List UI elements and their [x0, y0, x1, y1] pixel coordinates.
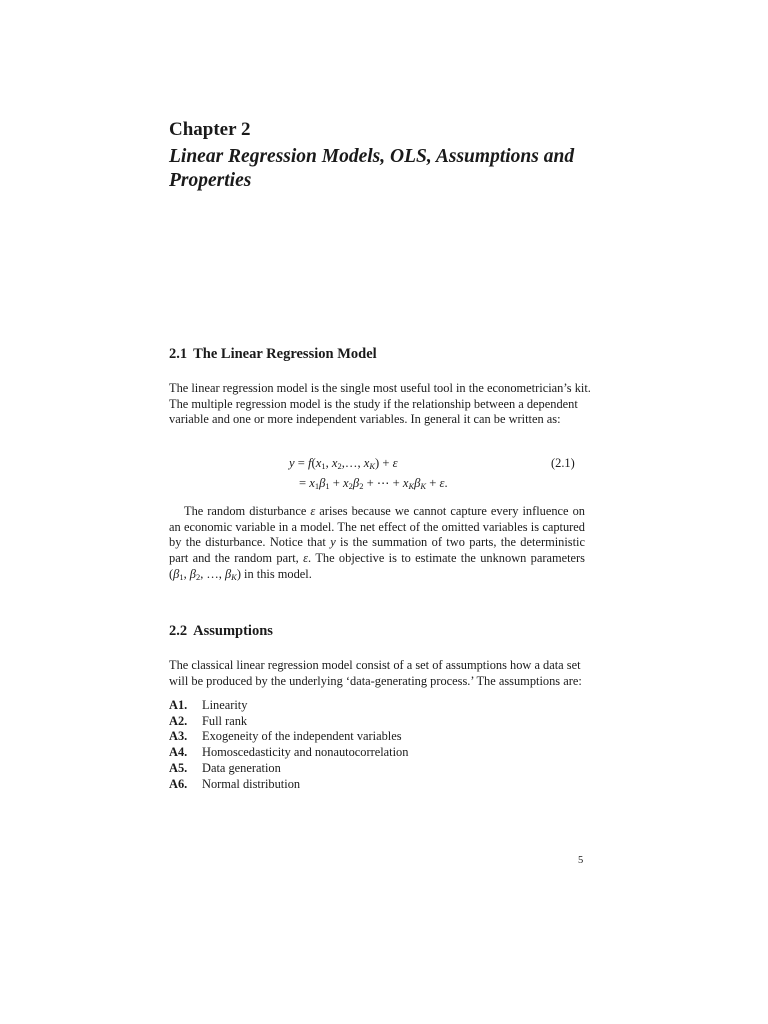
- section-2-2-intro-paragraph: [169, 658, 585, 689]
- assumption-text: Normal distribution: [202, 776, 301, 791]
- chapter-title: [169, 145, 619, 193]
- section-heading-2-2: [169, 622, 273, 640]
- paragraph-line: by the disturbance. Notice that y is the summation of two parts, the deterministic: [169, 535, 585, 550]
- equation-line-2: = $x_1\beta_1 + x_2\beta_2$ + ⋯ + $x_K\beta_K + \varepsilon$.: [299, 476, 448, 491]
- section-title: The Linear Regression Model: [193, 346, 377, 362]
- paragraph-line: variable and one or more independent variables. In general it can be written as:: [169, 412, 561, 427]
- assumption-label: A5.: [169, 760, 188, 775]
- chapter-title-line-1: Linear Regression Models, OLS, Assumptions and: [169, 146, 575, 167]
- assumption-text: Full rank: [202, 713, 248, 728]
- assumption-label: A3.: [169, 729, 188, 744]
- assumption-text: Exogeneity of the independent variables: [202, 729, 402, 744]
- equation-number: (2.1): [551, 456, 575, 470]
- chapter-title-line-2: Properties: [169, 170, 252, 191]
- assumption-label: A6.: [169, 776, 188, 791]
- paragraph-line: will be produced by the underlying ‘data-generating process.’ The assumptions are:: [169, 673, 582, 688]
- section-2-1-intro-paragraph: [169, 381, 591, 428]
- assumption-item: [169, 698, 408, 714]
- assumption-label: A1.: [169, 698, 188, 712]
- page-number: 5: [578, 855, 584, 866]
- paragraph-line: The linear regression model is the single most useful tool in the econometrician’s kit.: [169, 381, 591, 395]
- paragraph-line: The multiple regression model is the study if the relationship between a dependent: [169, 396, 578, 411]
- assumption-text: Data generation: [202, 760, 281, 775]
- assumption-item: [169, 729, 408, 745]
- paragraph-line: The random disturbance ε arises because we cannot capture every influence on: [184, 504, 585, 518]
- paragraph-line: ($\beta_1$, $\beta_2$, …, $\beta_K$) in this model.: [169, 566, 312, 582]
- section-2-1-body-paragraph: [169, 504, 585, 583]
- assumptions-list: [169, 698, 408, 792]
- assumption-text: Linearity: [202, 698, 248, 712]
- equation-line-1: $y = f(x_1$, $x_2,\dots$, $x_K) + \varepsilon$: [289, 456, 398, 471]
- assumption-item: [169, 714, 408, 730]
- paragraph-line: part and the random part, ε. The objective is to estimate the unknown parameters: [169, 551, 585, 566]
- assumption-item: [169, 745, 408, 761]
- assumption-text: Homoscedasticity and nonautocorrelation: [202, 745, 409, 760]
- paragraph-line: an economic variable in a model. The net effect of the omitted variables is captured: [169, 519, 585, 534]
- assumption-item: [169, 777, 408, 793]
- section-heading-2-1: [169, 345, 377, 363]
- assumption-label: A2.: [169, 713, 188, 728]
- section-number: 2.1: [169, 346, 188, 362]
- section-number: 2.2: [169, 623, 188, 639]
- section-title: Assumptions: [193, 623, 273, 639]
- paragraph-line: The classical linear regression model consist of a set of assumptions how a data set: [169, 658, 581, 672]
- assumption-label: A4.: [169, 745, 188, 760]
- assumption-item: [169, 761, 408, 777]
- chapter-label: Chapter 2: [169, 119, 251, 140]
